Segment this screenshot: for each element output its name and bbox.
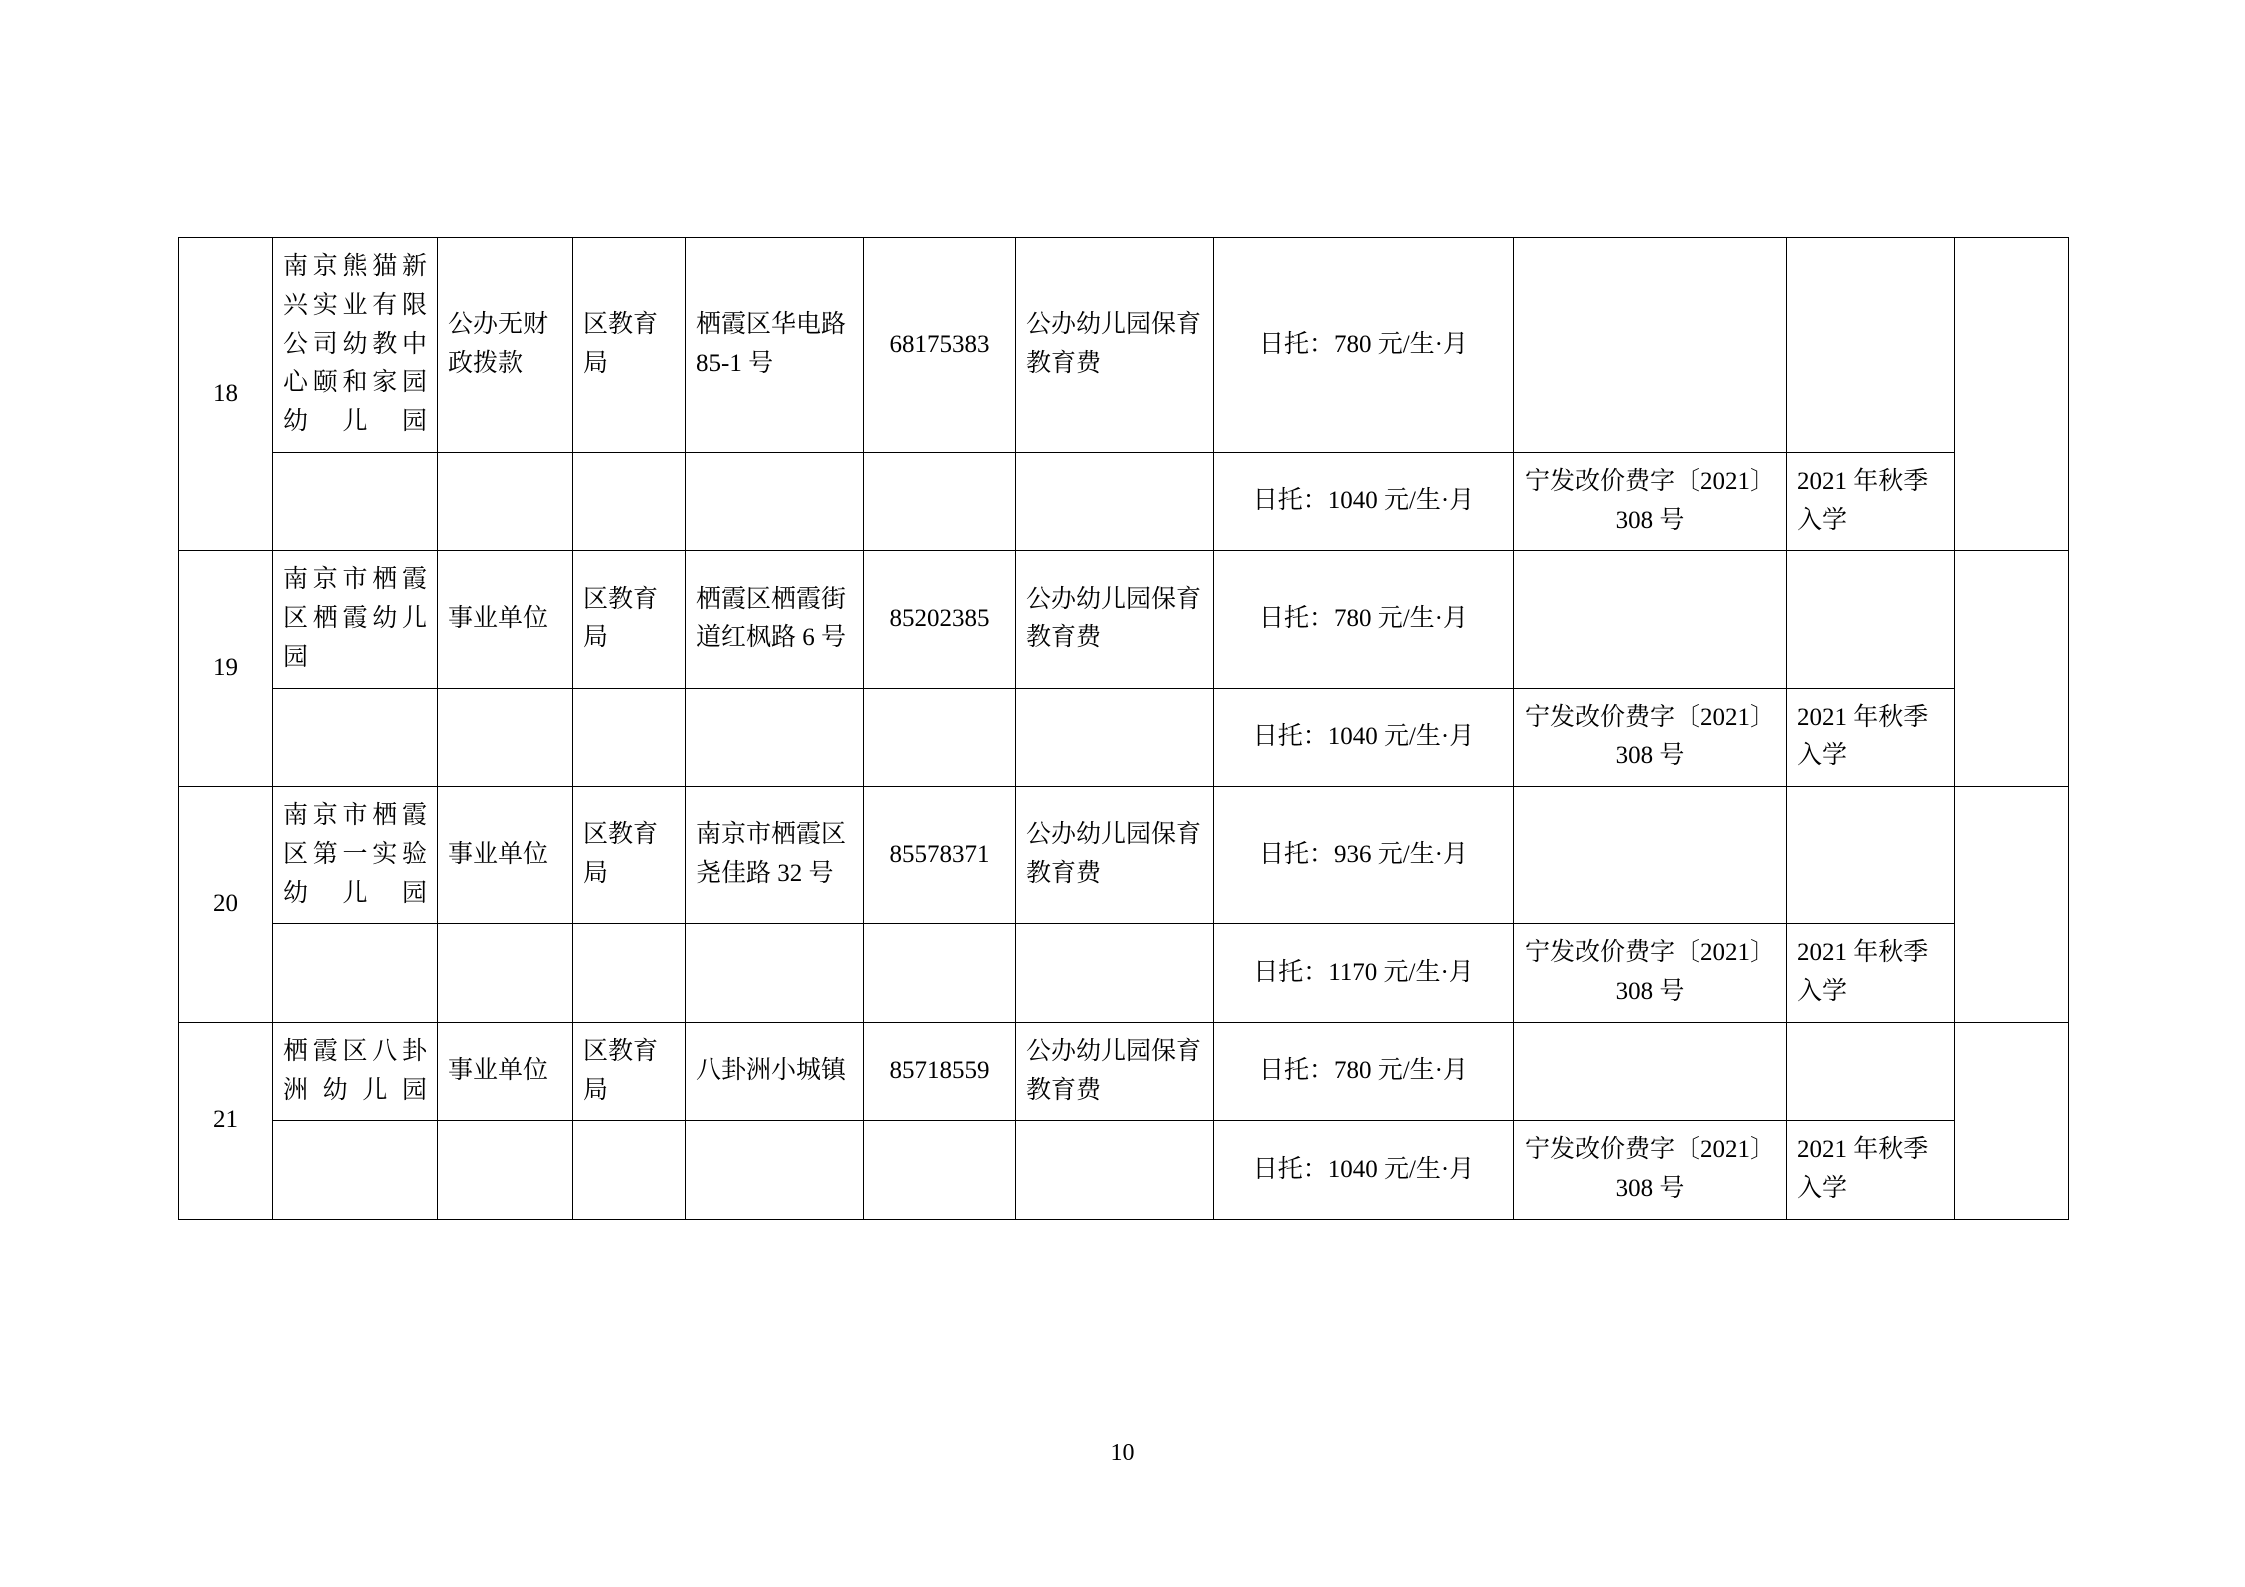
- fee-standard-secondary: 日托：1040 元/生·月: [1214, 1121, 1514, 1220]
- institution-name-blank: [273, 924, 438, 1023]
- doc-number-blank: [1514, 238, 1787, 453]
- institution-name-blank: [273, 688, 438, 787]
- institution-address-blank: [686, 1121, 864, 1220]
- doc-number-blank: [1514, 787, 1787, 924]
- doc-number: 宁发改价费字〔2021〕308 号: [1514, 1121, 1787, 1220]
- institution-address: 南京市栖霞区尧佳路 32 号: [686, 787, 864, 924]
- table-row: [179, 787, 2069, 924]
- page-number: 10: [1110, 1440, 1135, 1466]
- effective-time: 2021 年秋季入学: [1787, 688, 1955, 787]
- institution-type: 事业单位: [438, 551, 573, 688]
- supervising-department: 区教育局: [573, 1022, 686, 1121]
- remark-cell: [1955, 238, 2069, 551]
- table-row: [179, 452, 2069, 551]
- institution-address: 栖霞区栖霞街道红枫路 6 号: [686, 551, 864, 688]
- supervising-department-blank: [573, 924, 686, 1023]
- institution-name-blank: [273, 452, 438, 551]
- remark-cell: [1955, 787, 2069, 1023]
- institution-address: 八卦洲小城镇: [686, 1022, 864, 1121]
- supervising-department-blank: [573, 688, 686, 787]
- institution-phone-blank: [864, 688, 1016, 787]
- institution-address-blank: [686, 452, 864, 551]
- institution-phone: 85718559: [864, 1022, 1016, 1121]
- effective-time-blank: [1787, 787, 1955, 924]
- supervising-department-blank: [573, 452, 686, 551]
- institution-name: 南京市栖霞区栖霞幼儿园: [273, 551, 438, 688]
- charge-item-blank: [1016, 1121, 1214, 1220]
- row-index: 21: [179, 1022, 273, 1219]
- institution-name: 南京熊猫新兴实业有限公司幼教中心颐和家园幼儿园: [273, 238, 438, 453]
- charge-item-blank: [1016, 452, 1214, 551]
- effective-time-blank: [1787, 551, 1955, 688]
- table-row: [179, 688, 2069, 787]
- institution-type: 事业单位: [438, 787, 573, 924]
- effective-time-blank: [1787, 238, 1955, 453]
- institution-phone-blank: [864, 924, 1016, 1023]
- supervising-department-blank: [573, 1121, 686, 1220]
- charge-item: 公办幼儿园保育教育费: [1016, 238, 1214, 453]
- remark-cell: [1955, 551, 2069, 787]
- institution-phone: 85202385: [864, 551, 1016, 688]
- effective-time: 2021 年秋季入学: [1787, 452, 1955, 551]
- remark-cell: [1955, 1022, 2069, 1219]
- charge-item: 公办幼儿园保育教育费: [1016, 787, 1214, 924]
- institution-name-blank: [273, 1121, 438, 1220]
- charge-item-blank: [1016, 924, 1214, 1023]
- table-row: [179, 551, 2069, 688]
- effective-time-blank: [1787, 1022, 1955, 1121]
- institution-phone: 68175383: [864, 238, 1016, 453]
- table-row: [179, 238, 2069, 453]
- supervising-department: 区教育局: [573, 238, 686, 453]
- institution-phone-blank: [864, 452, 1016, 551]
- table-row: [179, 1121, 2069, 1220]
- table-row: [179, 924, 2069, 1023]
- institution-address-blank: [686, 688, 864, 787]
- fee-standard-primary: 日托：780 元/生·月: [1214, 1022, 1514, 1121]
- institution-type: 事业单位: [438, 1022, 573, 1121]
- charge-item: 公办幼儿园保育教育费: [1016, 551, 1214, 688]
- supervising-department: 区教育局: [573, 551, 686, 688]
- institution-address-blank: [686, 924, 864, 1023]
- doc-number: 宁发改价费字〔2021〕308 号: [1514, 452, 1787, 551]
- table-row: [179, 1022, 2069, 1121]
- effective-time: 2021 年秋季入学: [1787, 924, 1955, 1023]
- fee-standard-primary: 日托：936 元/生·月: [1214, 787, 1514, 924]
- doc-number: 宁发改价费字〔2021〕308 号: [1514, 688, 1787, 787]
- institution-name: 南京市栖霞区第一实验幼儿园: [273, 787, 438, 924]
- institution-phone: 85578371: [864, 787, 1016, 924]
- institution-type-blank: [438, 924, 573, 1023]
- charge-item: 公办幼儿园保育教育费: [1016, 1022, 1214, 1121]
- doc-number-blank: [1514, 1022, 1787, 1121]
- effective-time: 2021 年秋季入学: [1787, 1121, 1955, 1220]
- doc-number: 宁发改价费字〔2021〕308 号: [1514, 924, 1787, 1023]
- row-index: 18: [179, 238, 273, 551]
- row-index: 20: [179, 787, 273, 1023]
- fee-standard-secondary: 日托：1040 元/生·月: [1214, 688, 1514, 787]
- charge-item-blank: [1016, 688, 1214, 787]
- institution-address: 栖霞区华电路 85-1 号: [686, 238, 864, 453]
- institution-type-blank: [438, 452, 573, 551]
- fee-standard-secondary: 日托：1040 元/生·月: [1214, 452, 1514, 551]
- institution-phone-blank: [864, 1121, 1016, 1220]
- institution-type-blank: [438, 1121, 573, 1220]
- institution-type-blank: [438, 688, 573, 787]
- institution-type: 公办无财政拨款: [438, 238, 573, 453]
- fee-standard-primary: 日托：780 元/生·月: [1214, 551, 1514, 688]
- fee-standard-primary: 日托：780 元/生·月: [1214, 238, 1514, 453]
- fee-standard-secondary: 日托：1170 元/生·月: [1214, 924, 1514, 1023]
- institution-name: 栖霞区八卦洲幼儿园: [273, 1022, 438, 1121]
- fee-standards-table: [178, 237, 2069, 1220]
- row-index: 19: [179, 551, 273, 787]
- doc-number-blank: [1514, 551, 1787, 688]
- supervising-department: 区教育局: [573, 787, 686, 924]
